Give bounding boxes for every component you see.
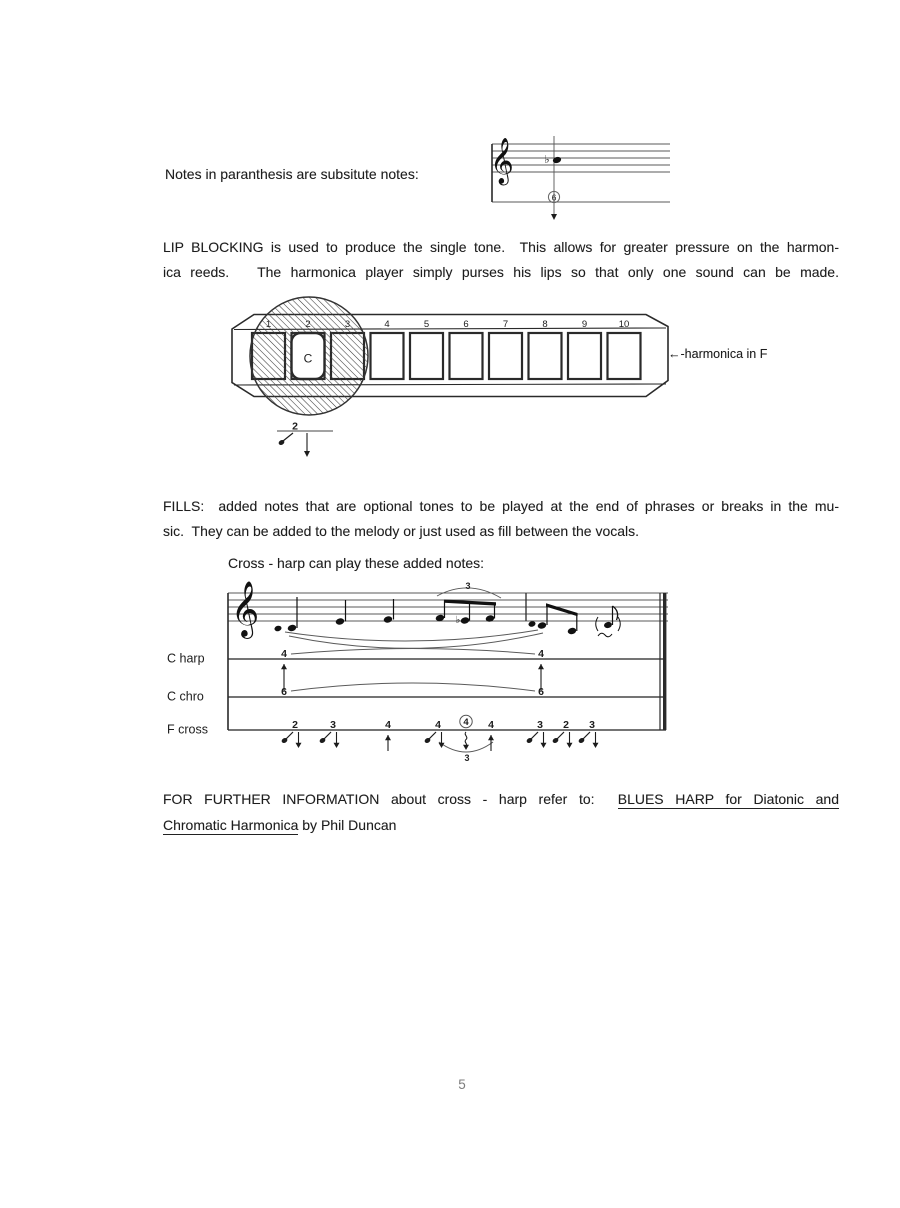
lip-blocking-line1: LIP BLOCKING is used to produce the single tone. This allows for greater pressure on the harmon-	[163, 239, 839, 255]
fills-paragraph	[163, 494, 839, 543]
further-info-text: FOR FURTHER INFORMATION about cross - harp refer to:	[163, 791, 618, 807]
triplet-number-top: 3	[465, 581, 471, 591]
svg-text:4: 4	[435, 719, 441, 731]
svg-text:2: 2	[292, 719, 298, 731]
down-arrow-icon	[551, 214, 557, 220]
tab-row-content	[167, 648, 599, 751]
svg-text:C harp: C harp	[167, 651, 205, 666]
svg-text:2: 2	[563, 719, 569, 731]
down-arrow-icon	[304, 451, 310, 457]
tab-number: 2	[292, 420, 298, 433]
book-title-part2: Chromatic Harmonica	[163, 816, 299, 833]
svg-text:10: 10	[618, 319, 630, 330]
fills-notation	[150, 575, 690, 775]
svg-text:6: 6	[538, 686, 544, 698]
svg-text:3: 3	[330, 719, 336, 731]
flat-sign: ♭	[544, 154, 550, 166]
substitute-note-staff	[480, 130, 680, 230]
fills-line1: FILLS: added notes that are optional tones to be played at the end of phrases or breaks in the mu-	[163, 498, 839, 514]
svg-text:4: 4	[385, 719, 391, 731]
page-number: 5	[458, 1077, 466, 1092]
tab-tail	[283, 433, 293, 441]
book-title-part1: BLUES HARP for Diatonic and	[617, 791, 839, 807]
svg-text:C chro: C chro	[167, 689, 204, 704]
treble-clef-icon: 𝄞	[230, 581, 260, 637]
author-credit: by Phil Duncan	[298, 816, 397, 833]
flat-sign: ♭	[455, 615, 461, 626]
row-slurs	[291, 649, 535, 692]
substitute-notes-caption: Notes in paranthesis are subsitute notes:	[165, 166, 419, 182]
substitute-hole-number: 6	[551, 192, 557, 203]
lip-blocking-paragraph	[163, 235, 839, 284]
svg-text:3: 3	[589, 719, 595, 731]
further-info-line1	[163, 787, 839, 813]
svg-text:4: 4	[538, 648, 544, 660]
mouth-hole-note: C	[303, 351, 313, 366]
svg-text:8: 8	[542, 319, 548, 330]
svg-text:6: 6	[281, 686, 287, 698]
triplet-number-bottom: 3	[464, 753, 470, 763]
further-info-line2	[163, 813, 839, 839]
harmonica-diagram	[225, 290, 695, 425]
svg-text:F cross: F cross	[167, 722, 208, 737]
final-barline-thick	[663, 593, 666, 730]
lip-blocking-line2: ica reeds. The harmonica player simply purses his lips so that only one sound can be made.	[163, 263, 839, 280]
cross-harp-caption: Cross - harp can play these added notes:	[228, 555, 485, 571]
staff-lines	[228, 593, 668, 621]
svg-text:4: 4	[281, 648, 287, 660]
treble-clef-icon: 𝄞	[490, 138, 514, 184]
svg-text:5: 5	[423, 319, 430, 330]
harmonica-label-text: harmonica in F	[684, 347, 768, 361]
harmonica-label	[668, 347, 767, 361]
svg-text:4: 4	[463, 717, 469, 728]
left-arrow-icon: ←-	[668, 347, 685, 361]
svg-text:9: 9	[581, 319, 588, 330]
further-info-paragraph	[163, 787, 839, 838]
draw-2-tab	[268, 413, 348, 465]
fills-line2: sic. They can be added to the melody or just used as fill between the vocals.	[163, 522, 640, 539]
svg-text:4: 4	[384, 319, 390, 330]
svg-text:4: 4	[488, 719, 494, 731]
tie-curves	[285, 630, 543, 648]
svg-text:3: 3	[537, 719, 543, 731]
svg-text:7: 7	[502, 319, 509, 330]
svg-text:6: 6	[463, 319, 469, 330]
melody-notes	[274, 597, 620, 637]
staff-lines	[492, 144, 670, 202]
